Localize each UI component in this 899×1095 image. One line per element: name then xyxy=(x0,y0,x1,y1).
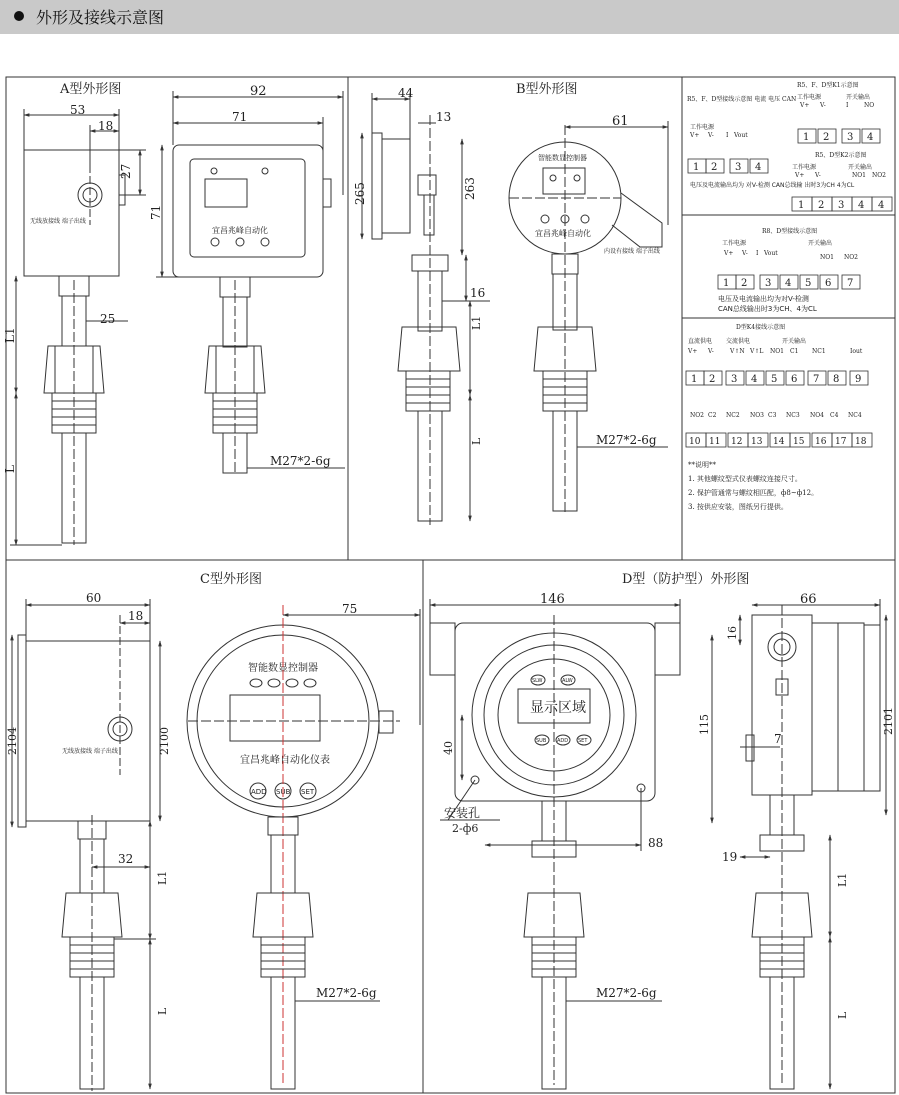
svg-text:3: 3 xyxy=(838,200,845,211)
svg-text:19: 19 xyxy=(722,850,738,864)
svg-text:6: 6 xyxy=(825,278,832,289)
svg-text:L1: L1 xyxy=(836,872,849,887)
svg-text:宜昌兆峰自动化仪表: 宜昌兆峰自动化仪表 xyxy=(240,755,330,766)
panel-b xyxy=(353,81,668,525)
svg-text:L: L xyxy=(156,1007,169,1015)
svg-text:NO1: NO1 xyxy=(770,348,784,355)
svg-text:显示区域: 显示区域 xyxy=(530,700,586,716)
svg-text:L1: L1 xyxy=(470,315,483,330)
c-display xyxy=(230,695,320,741)
svg-text:8: 8 xyxy=(833,374,840,385)
svg-text:I: I xyxy=(726,132,729,139)
svg-text:2100: 2100 xyxy=(158,727,171,755)
svg-text:V↑L: V↑L xyxy=(750,348,764,355)
svg-text:NO1: NO1 xyxy=(852,172,866,179)
svg-text:V+: V+ xyxy=(688,348,698,355)
svg-text:V-: V- xyxy=(742,250,748,257)
svg-text:V+: V+ xyxy=(690,132,700,139)
svg-text:NO1: NO1 xyxy=(820,254,834,261)
svg-text:44: 44 xyxy=(398,86,414,100)
svg-text:M27*2-6g: M27*2-6g xyxy=(596,986,657,1000)
section-header xyxy=(0,0,899,34)
svg-text:12: 12 xyxy=(731,437,743,447)
panel-a xyxy=(3,81,345,545)
svg-text:4: 4 xyxy=(785,278,792,289)
svg-text:V-: V- xyxy=(708,132,714,139)
svg-text:宜昌兆峰自动化: 宜昌兆峰自动化 xyxy=(535,229,591,238)
svg-text:L1: L1 xyxy=(156,870,169,885)
svg-text:R8、D型接线示意图: R8、D型接线示意图 xyxy=(762,228,818,235)
svg-text:Vout: Vout xyxy=(734,132,748,139)
svg-text:2: 2 xyxy=(711,162,718,173)
svg-text:2: 2 xyxy=(823,132,830,143)
svg-text:智能数显控制器: 智能数显控制器 xyxy=(248,663,318,674)
svg-text:4: 4 xyxy=(755,162,762,173)
svg-text:115: 115 xyxy=(698,714,711,735)
svg-text:17: 17 xyxy=(835,437,847,447)
svg-text:1: 1 xyxy=(691,374,698,385)
svg-text:1: 1 xyxy=(723,278,730,289)
svg-text:71: 71 xyxy=(232,110,248,124)
svg-text:2101: 2101 xyxy=(882,707,895,735)
svg-text:2-ф6: 2-ф6 xyxy=(452,822,479,835)
svg-text:53: 53 xyxy=(70,103,86,117)
svg-text:2: 2 xyxy=(741,278,748,289)
svg-text:L: L xyxy=(3,465,17,473)
svg-text:V+: V+ xyxy=(724,250,734,257)
svg-text:25: 25 xyxy=(100,312,116,326)
svg-text:NC1: NC1 xyxy=(812,348,826,355)
svg-text:开关输出: 开关输出 xyxy=(846,94,871,101)
svg-text:3. 按供应安装，图纸另行提供。: 3. 按供应安装，图纸另行提供。 xyxy=(688,503,788,511)
svg-text:16: 16 xyxy=(470,286,486,300)
svg-text:M27*2-6g: M27*2-6g xyxy=(270,454,331,468)
svg-text:无线放接线 端子出线: 无线放接线 端子出线 xyxy=(30,218,86,225)
svg-text:Iout: Iout xyxy=(850,348,863,355)
svg-text:R5、D型K2示意图: R5、D型K2示意图 xyxy=(815,152,867,159)
svg-text:V+: V+ xyxy=(795,172,805,179)
svg-text:4: 4 xyxy=(867,132,874,143)
svg-text:2. 保护管通常与螺纹相匹配，ф8~ф12。: 2. 保护管通常与螺纹相匹配，ф8~ф12。 xyxy=(688,489,819,497)
svg-text:NO2: NO2 xyxy=(844,254,858,261)
svg-text:V-: V- xyxy=(708,348,714,355)
svg-text:10: 10 xyxy=(689,437,701,447)
svg-text:1: 1 xyxy=(693,162,700,173)
svg-text:3: 3 xyxy=(731,374,738,385)
svg-text:电压及电流输出均为 对V-检测 CAN总线输 出时3为CH: 电压及电流输出均为 对V-检测 CAN总线输 出时3为CH 4为CL xyxy=(690,182,855,189)
svg-text:60: 60 xyxy=(86,591,102,605)
svg-text:C1: C1 xyxy=(790,348,799,355)
svg-text:18: 18 xyxy=(128,609,144,623)
svg-text:I: I xyxy=(756,250,759,257)
svg-text:电压及电流输出均为对V-检测: 电压及电流输出均为对V-检测 xyxy=(718,295,809,303)
svg-text:66: 66 xyxy=(800,592,817,607)
svg-text:工作电源: 工作电源 xyxy=(690,124,715,131)
svg-text:C4: C4 xyxy=(830,412,839,419)
svg-text:开关输出: 开关输出 xyxy=(808,240,833,247)
svg-text:71: 71 xyxy=(149,204,163,220)
svg-text:SET: SET xyxy=(578,738,588,744)
svg-text:3: 3 xyxy=(847,132,854,143)
dimension-drawing xyxy=(0,75,899,1095)
svg-text:L1: L1 xyxy=(3,327,17,343)
panel-d xyxy=(430,571,895,1089)
panel-a-title: A型外形图 xyxy=(60,82,122,97)
a-display xyxy=(205,179,247,207)
svg-text:开关输出: 开关输出 xyxy=(848,164,873,171)
svg-text:16: 16 xyxy=(815,437,827,447)
svg-text:L: L xyxy=(470,437,483,445)
svg-text:18: 18 xyxy=(98,119,114,133)
svg-text:1. 其他螺纹型式仪表螺纹连接尺寸。: 1. 其他螺纹型式仪表螺纹连接尺寸。 xyxy=(688,475,802,483)
svg-text:32: 32 xyxy=(118,852,134,866)
svg-text:SET: SET xyxy=(301,788,315,796)
panel-b-title: B型外形图 xyxy=(516,82,578,97)
svg-text:CAN总线输出时3为CH、4为CL: CAN总线输出时3为CH、4为CL xyxy=(718,305,817,313)
svg-text:146: 146 xyxy=(540,592,565,607)
svg-text:V-: V- xyxy=(820,102,826,109)
svg-text:18: 18 xyxy=(855,437,867,447)
panel-d-title: D型（防护型）外形图 xyxy=(622,572,750,587)
svg-text:NO: NO xyxy=(864,102,875,109)
svg-text:4: 4 xyxy=(878,200,885,211)
svg-text:13: 13 xyxy=(436,110,452,124)
a-side-housing xyxy=(24,150,119,276)
svg-text:5: 5 xyxy=(771,374,778,385)
svg-text:88: 88 xyxy=(648,836,664,850)
svg-text:工作电源: 工作电源 xyxy=(797,94,822,101)
svg-text:内设有接线 端子出线: 内设有接线 端子出线 xyxy=(604,248,660,255)
svg-text:40: 40 xyxy=(442,741,455,755)
svg-text:ADD: ADD xyxy=(251,788,267,796)
svg-text:3: 3 xyxy=(735,162,742,173)
svg-text:V-: V- xyxy=(815,172,821,179)
svg-text:直流供电: 直流供电 xyxy=(688,338,713,345)
svg-text:工作电源: 工作电源 xyxy=(722,240,747,247)
svg-text:SLW: SLW xyxy=(532,678,543,684)
panel-c-title: C型外形图 xyxy=(200,572,262,587)
svg-text:7: 7 xyxy=(847,278,854,289)
svg-text:NC4: NC4 xyxy=(848,412,862,419)
svg-text:75: 75 xyxy=(342,602,358,616)
svg-text:I: I xyxy=(846,102,849,109)
svg-text:SUB: SUB xyxy=(276,788,291,796)
svg-text:宜昌兆峰自动化: 宜昌兆峰自动化 xyxy=(212,226,268,235)
svg-text:7: 7 xyxy=(813,374,820,385)
svg-text:交流供电: 交流供电 xyxy=(726,338,751,345)
svg-text:27: 27 xyxy=(119,163,133,179)
svg-text:263: 263 xyxy=(463,177,477,200)
svg-text:开关输出: 开关输出 xyxy=(782,338,807,345)
svg-text:安装孔: 安装孔 xyxy=(444,806,481,820)
svg-text:2: 2 xyxy=(709,374,716,385)
svg-text:2: 2 xyxy=(818,200,825,211)
svg-text:16: 16 xyxy=(726,626,739,640)
svg-text:智能数显控制器: 智能数显控制器 xyxy=(538,154,587,162)
svg-text:**说明**: **说明** xyxy=(688,461,716,469)
svg-text:M27*2-6g: M27*2-6g xyxy=(596,433,657,447)
svg-text:11: 11 xyxy=(709,437,721,447)
panel-c xyxy=(6,571,420,1091)
svg-text:NC2: NC2 xyxy=(726,412,740,419)
svg-text:无线放接线 端子出线: 无线放接线 端子出线 xyxy=(62,748,118,755)
section-title: 外形及接线示意图 xyxy=(36,8,165,27)
svg-text:NO4: NO4 xyxy=(810,412,824,419)
svg-text:61: 61 xyxy=(612,114,629,129)
svg-text:265: 265 xyxy=(353,182,367,205)
svg-text:5: 5 xyxy=(805,278,812,289)
svg-text:92: 92 xyxy=(250,84,267,99)
svg-text:M27*2-6g: M27*2-6g xyxy=(316,986,377,1000)
svg-text:D型K4接线示意图: D型K4接线示意图 xyxy=(736,324,786,331)
svg-text:ALW: ALW xyxy=(562,678,573,684)
svg-text:L: L xyxy=(836,1011,849,1019)
svg-text:R5、F、D型K1示意图: R5、F、D型K1示意图 xyxy=(797,82,859,89)
svg-text:1: 1 xyxy=(798,200,805,211)
svg-text:NO2: NO2 xyxy=(690,412,704,419)
svg-text:V↑N: V↑N xyxy=(730,348,745,355)
svg-text:4: 4 xyxy=(751,374,758,385)
svg-text:SUB: SUB xyxy=(536,738,547,744)
svg-text:1: 1 xyxy=(803,132,810,143)
svg-text:NO3: NO3 xyxy=(750,412,764,419)
svg-text:NC3: NC3 xyxy=(786,412,800,419)
svg-text:ADD: ADD xyxy=(557,738,569,744)
svg-text:C2: C2 xyxy=(708,412,717,419)
svg-text:4: 4 xyxy=(858,200,865,211)
svg-text:14: 14 xyxy=(773,437,785,447)
svg-text:7: 7 xyxy=(774,732,782,746)
svg-text:3: 3 xyxy=(765,278,772,289)
wiring-diagrams xyxy=(686,81,892,512)
svg-text:C3: C3 xyxy=(768,412,777,419)
svg-text:工作电源: 工作电源 xyxy=(792,164,817,171)
svg-text:9: 9 xyxy=(855,374,862,385)
svg-text:2104: 2104 xyxy=(6,727,19,755)
svg-text:Vout: Vout xyxy=(764,250,778,257)
svg-text:6: 6 xyxy=(791,374,798,385)
svg-text:R5、F、D型接线示意图 电流 电压 CAN: R5、F、D型接线示意图 电流 电压 CAN xyxy=(687,96,797,103)
svg-text:V+: V+ xyxy=(800,102,810,109)
svg-text:13: 13 xyxy=(751,437,763,447)
bullet-icon xyxy=(14,11,24,21)
svg-text:NO2: NO2 xyxy=(872,172,886,179)
svg-text:15: 15 xyxy=(793,437,805,447)
